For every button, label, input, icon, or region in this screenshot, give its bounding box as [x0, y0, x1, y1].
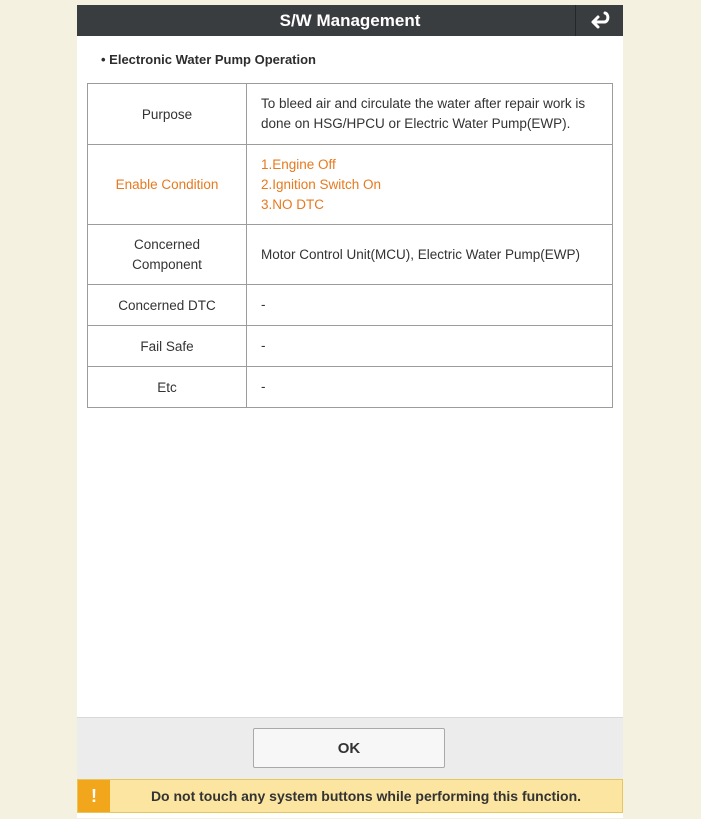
value-line: 2.Ignition Switch On: [261, 176, 382, 192]
row-label: Concerned DTC: [88, 285, 247, 326]
dialog-window: [77, 5, 623, 818]
button-bar: [77, 717, 623, 780]
value-line: 1.Engine Off: [261, 156, 336, 172]
info-table: [87, 83, 613, 408]
window-title: S/W Management: [279, 11, 421, 30]
row-value: [247, 84, 613, 145]
value-line: done on HSG/HPCU or Electric Water Pump(EWP).: [261, 116, 571, 131]
table-row-enable-condition: [88, 145, 613, 225]
table-row-etc: [88, 367, 613, 408]
label-line: Concerned: [133, 236, 201, 252]
row-label: [88, 225, 247, 285]
row-label: Purpose: [88, 84, 247, 145]
row-value: -: [247, 367, 613, 408]
table-row-concerned-dtc: [88, 285, 613, 326]
title-bar: [77, 5, 623, 36]
table-row-fail-safe: [88, 326, 613, 367]
value-line: 3.NO DTC: [261, 196, 325, 212]
row-label: Fail Safe: [88, 326, 247, 367]
row-label: Etc: [88, 367, 247, 408]
value-line: Motor Control Unit(MCU), Electric Water Pump(EWP): [261, 246, 581, 262]
label-line: Component: [132, 256, 202, 272]
warning-text: Do not touch any system buttons while performing this function.: [150, 788, 582, 804]
row-value: [247, 225, 613, 285]
ok-button[interactable]: OK: [253, 728, 445, 768]
row-value: [247, 145, 613, 225]
row-value: -: [247, 326, 613, 367]
warning-banner: [77, 779, 623, 813]
section-title: • Electronic Water Pump Operation: [101, 52, 316, 67]
warning-icon: !: [78, 780, 110, 812]
return-arrow-icon: [589, 11, 611, 31]
table-row-concerned-component: [88, 225, 613, 285]
row-label: Enable Condition: [88, 145, 247, 225]
value-line: To bleed air and circulate the water after repair work is: [261, 96, 586, 111]
table-row-purpose: [88, 84, 613, 145]
row-value: -: [247, 285, 613, 326]
back-button[interactable]: [575, 5, 623, 36]
